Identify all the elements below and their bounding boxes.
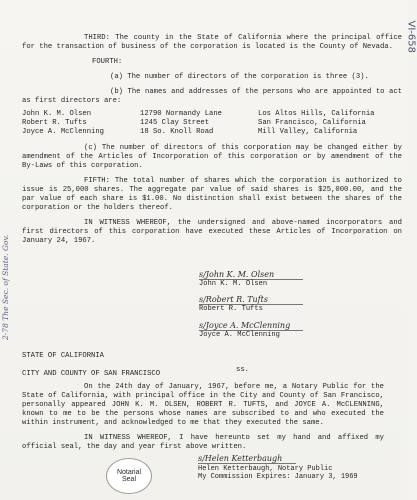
typed-name: Robert R. Tufts	[199, 305, 263, 313]
fifth-paragraph: FIFTH: The total number of shares which the corporation is authorized to issue is 25,000 shares. The aggregate par value of said shares is $25,000.00, and the par value of each share is $1.00. No distinction shall exist between the shares of the corporation or the holders thereof.	[22, 177, 402, 212]
notary-text	[22, 383, 384, 458]
signature-line	[198, 463, 296, 464]
seal-text-seal: Seal	[121, 476, 136, 483]
ss-label: ss.	[236, 366, 249, 374]
fourth-heading: FOURTH:	[92, 58, 123, 66]
director-street: 12790 Normandy Lane	[140, 110, 222, 118]
signature-tufts	[199, 296, 389, 313]
fourth-a-paragraph: (a) The number of directors of the corporation is three (3).	[110, 73, 369, 81]
signature-mark: s/Joyce A. McClenning	[199, 321, 291, 330]
director-name: Robert R. Tufts	[22, 119, 87, 127]
seal-text-notarial: Notarial	[116, 469, 142, 476]
typed-name: Joyce A. McClenning	[199, 331, 280, 339]
notary-name: Helen Ketterbaugh, Notary Public	[198, 465, 333, 473]
articles-text	[22, 34, 402, 252]
director-city: Los Altos Hills, California	[258, 110, 375, 118]
notary-witness-paragraph: IN WITNESS WHEREOF, I have hereunto set my hand and affixed my official seal, the day and year first above written.	[22, 434, 384, 451]
venue-block	[22, 352, 272, 378]
notary-signature-block	[198, 455, 388, 481]
notary-signature: s/Helen Ketterbaugh	[198, 454, 283, 463]
witness-paragraph: IN WITNESS WHEREOF, the undersigned and above-named incorporators and first directors of this corporation have executed these Articles of Incorporation on January 24, 1967.	[22, 219, 402, 245]
signature-mcclenning	[199, 322, 389, 339]
corner-mark: VI-658	[405, 20, 417, 53]
typed-name: John K. M. Olsen	[199, 280, 268, 288]
fourth-c-paragraph: (c) The number of directors of this corporation may be changed either by amendment of the Articles of Incorporation of this corporation or by amendment of the By-Laws of this corporation.	[22, 144, 402, 170]
directors-table	[22, 110, 402, 137]
director-name: John K. M. Olsen	[22, 110, 92, 118]
signature-mark: s/John K. M. Olsen	[199, 270, 275, 279]
director-city: San Francisco, California	[258, 119, 366, 127]
fourth-b-paragraph: (b) The names and addresses of the persons who are appointed to act as first directors are:	[22, 88, 402, 105]
signature-olsen	[199, 271, 389, 288]
third-paragraph: THIRD: The county in the State of California where the principal office for the transaction of business of the corporation is located is the County of Nevada.	[22, 34, 402, 51]
director-city: Mill Valley, California	[258, 128, 358, 136]
commission-expiry: My Commission Expires: January 3, 1969	[198, 473, 358, 481]
director-street: 18 So. Knoll Road	[140, 128, 214, 136]
handwritten-note: 2-78 The Sec. of State. Gov.	[1, 234, 10, 340]
notary-paragraph: On the 24th day of January, 1967, before me, a Notary Public for the State of California, with principal office in the City and County of San Francisco, personally appeared JOHN K. M. OLSEN, ROBERT R. TUFTS, and JOYCE A. McCLENNING, known to me to be the persons whose names are subscribed to and who executed the within instrument, and acknowledged to me that they executed the same.	[22, 383, 384, 427]
notarial-seal	[106, 458, 152, 494]
director-street: 1245 Clay Street	[140, 119, 210, 127]
state-line: STATE OF CALIFORNIA	[22, 352, 104, 360]
signature-mark: s/Robert R. Tufts	[199, 295, 268, 304]
director-name: Joyce A. McClenning	[22, 128, 104, 136]
county-line: CITY AND COUNTY OF SAN FRANCISCO	[22, 370, 161, 378]
